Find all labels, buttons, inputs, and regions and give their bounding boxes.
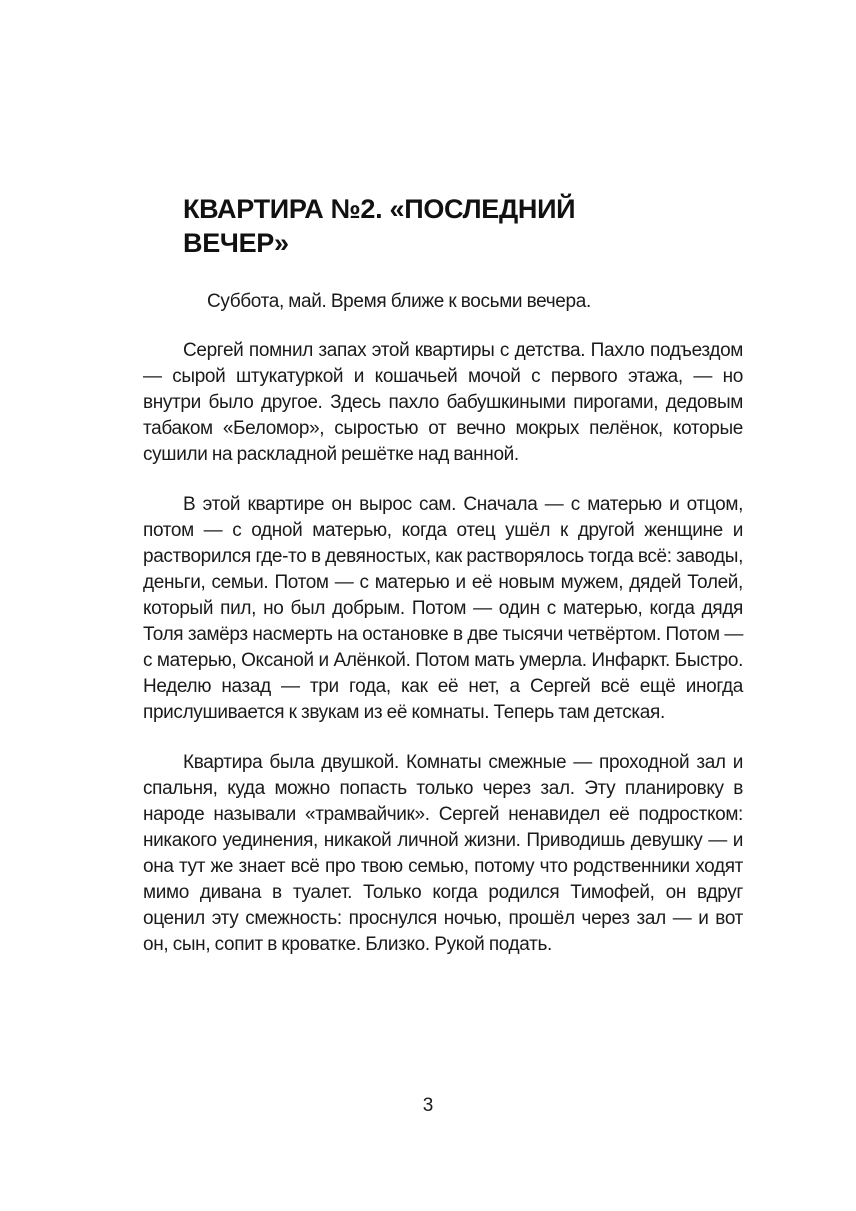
paragraph-intro: Суббота, май. Время ближе к восьми вечера. <box>207 291 591 312</box>
body-text <box>143 289 743 958</box>
chapter-title-line-1: КВАРТИРА №2. «ПОСЛЕДНИЙ <box>183 194 576 224</box>
paragraph-childhood: В этой квартире он вырос сам. Сначала — с матерью и отцом, потом — с одной матерью, когда отец ушёл к другой женщине и растворился где-то в девяностых, как растворялось тогда всё: заводы, деньги, семьи. Потом — с матерью и её новым мужем, дядей Толей, который пил, но был добрым. Потом — один с матерью, когда дядя Толя замёрз насмерть на остановке в две тысячи четвёртом. Потом — с матерью, Оксаной и Алёнкой. Потом мать умерла. Инфаркт. Быстро. Неделю назад — три года, как её нет, а Сергей всё ещё иногда прислушивается к звукам из её комнаты. Теперь там детская. <box>143 494 743 723</box>
chapter-title <box>183 192 663 260</box>
paragraph-smell: Сергей помнил запах этой квартиры с детства. Пахло подъездом — сырой штукатуркой и кошачьей мочой с первого этажа, — но внутри было другое. Здесь пахло бабушкиными пирогами, дедовым табаком «Беломор», сыростью от вечно мокрых пелёнок, которые сушили на раскладной решётке над ванной. <box>143 340 743 465</box>
paragraph-apartment: Квартира была двушкой. Комнаты смежные — проходной зал и спальня, куда можно попасть только через зал. Эту планировку в народе называли «трамвайчик». Сергей ненавидел её подростком: никакого уединения, никакой личной жизни. Приводишь девушку — и она тут же знает всё про твою семью, потому что родственники ходят мимо дивана в туалет. Только когда родился Тимофей, он вдруг оценил эту смежность: проснулся ночью, прошёл через зал — и вот он, сын, сопит в кроватке. Близко. Рукой подать. <box>143 752 743 955</box>
page-number: 3 <box>422 1095 434 1116</box>
chapter-title-line-2: ВЕЧЕР» <box>183 228 289 258</box>
